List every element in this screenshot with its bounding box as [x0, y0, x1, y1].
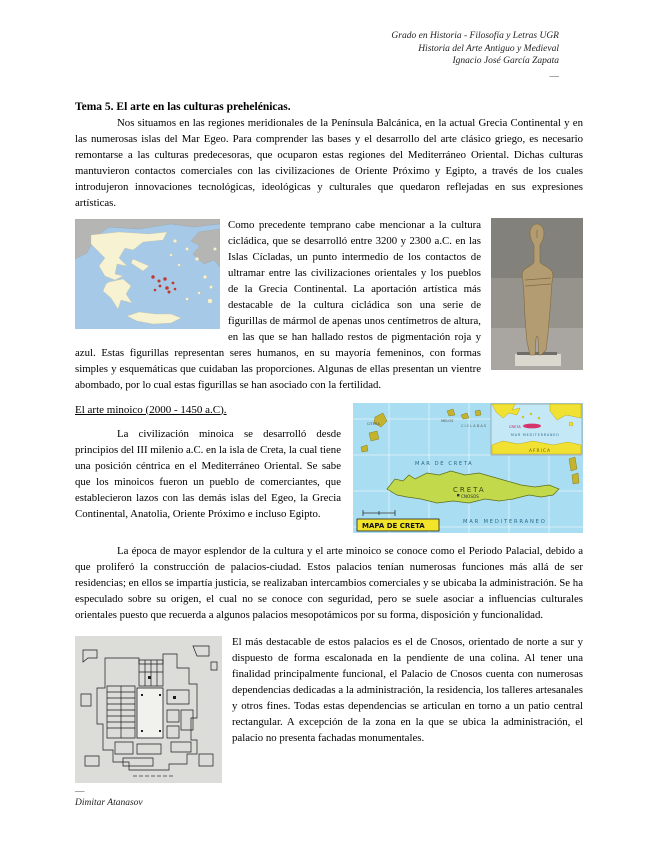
- header-separator: —: [549, 71, 559, 82]
- paragraph-palacial: La época de mayor esplendor de la cultura y el arte minoico se conoce como el Periodo Palacial, debido a que proliferó la construcción de palacios-ciudad. Estos palacios tenían numerosas funciones más allá de ser residencias; en ellos se impartía justicia, se realizaban intercambios comerciales y se ubicaba la administración. Se ha especulado sobre su origen, el cual no se conoce con seguridad, pero se suele asociar a influencias culturales orientales puesto que recuerda a algunos palacios mesopotámicos por su forma, disposición y funcionalidad.: [75, 544, 583, 621]
- paragraph-cnosos: El más destacable de estos palacios es el de Cnosos, orientado de norte a sur y dispuesto de forma escalonada en la pendiente de una colina. Al tener una finalidad principalmente funcional, el Palacio de Cnosos cuenta con numerosas dependencias dedicadas a la administración, la residencia, los talleres artesanales y otros fines. Todas estas dependencias se articulan en torno a un patio central rectangular. A excepción de la zona en la que se ubica la administración, el palacio no presenta fachadas monumentales.: [232, 635, 583, 744]
- paragraph-cycladic: Como precedente temprano cabe mencionar a la cultura cicládica, que se desarrolló entre 3200 y 2300 a.C. en las Islas Cícladas, un punto intermedio de los contactos de ultramar entre las civilizaciones orientales y los pueblos de la Grecia Continental. La aportación artística más destacable de la cultura cicládica son una serie de figurillas de mármol de apenas unos centímetros de altura, en las que se han hallado restos de pigmentación roja y azul. Estas figurillas representan seres humanos, en su mayoría femeninos, con formas simples y esquemáticas que cuidaban las proporciones. Algunas de ellas presentan un vientre abombado, por lo cual estas figurillas se han asociado con la fertilidad.: [75, 218, 481, 391]
- inset-sea-label: MAR MEDITERRANEO: [511, 432, 560, 437]
- header-degree: Grado en Historia - Filosofía y Letras UGR: [391, 31, 559, 41]
- crete-map-inset: [491, 404, 582, 455]
- paragraph-intro: Nos situamos en las regiones meridionales de la Península Balcánica, en la actual Grecia Continental y en las numerosas islas del Mar Egeo. Para comprender las bases y el desarrollo del arte clásico griego, es necesario remontarse a las culturas predecesoras, que ocuparon estas regiones del Mediterráneo Oriental. Dichas culturas mantuvieron contactos comerciales con las civilizaciones de Oriente Próximo y Egipto, a través de los cuales introdujeron innovaciones tecnológicas, ideológicas y culturales que quedaron reflejadas en sus expresiones artísticas.: [75, 116, 583, 209]
- crete-map-title-box: [357, 519, 439, 531]
- melos-label: MELOS: [441, 418, 454, 423]
- page-header: [75, 30, 583, 68]
- header-author: Ignacio José García Zapata: [452, 56, 559, 66]
- inset-africa-label: AFRICA: [529, 448, 551, 454]
- section-minoan: [75, 403, 583, 543]
- cycladic-figurine-image: [491, 218, 583, 370]
- footer-separator: —: [75, 786, 85, 797]
- knossos-plan-image: [75, 636, 222, 783]
- minoan-heading: El arte minoico (2000 - 1450 a.C).: [75, 403, 227, 416]
- paragraph-minoan-intro: La civilización minoica se desarrolló desde principios del III milenio a.C. en la isla de Creta, la cual tiene una posición céntrica en el Mediterráneo Oriental. Se sabe que los minoicos fueron un pueblo de comerciantes, que establecieron lazos con las demás islas del Egeo, la Grecia Continental, Anatolia, Oriente Próximo e incluso Egipto.: [75, 427, 341, 520]
- cnosos-site-label: CNOSOS: [461, 493, 479, 499]
- kythera-label: CITERA: [367, 421, 380, 426]
- mediterranean-label: MAR MEDITERRANEO: [463, 518, 547, 525]
- footer-author: Dimitar Atanasov: [75, 797, 143, 808]
- crete-island-label: CRETA: [453, 485, 486, 494]
- greece-map-image: [75, 219, 220, 329]
- crete-map-image: [353, 403, 583, 533]
- sea-of-crete-label: MAR DE CRETA: [415, 460, 474, 467]
- page-footer: [75, 787, 583, 809]
- section-cnosos: [75, 634, 583, 746]
- page-title: Tema 5. El arte en las culturas prehelénicas.: [75, 100, 291, 113]
- cyclades-label: CICLADAS: [461, 423, 488, 428]
- inset-crete-label: CRETA: [509, 424, 521, 429]
- section-cycladic: [75, 217, 583, 393]
- svg-text:MAPA DE CRETA: MAPA DE CRETA: [362, 521, 425, 530]
- header-course: Historia del Arte Antiguo y Medieval: [418, 43, 559, 54]
